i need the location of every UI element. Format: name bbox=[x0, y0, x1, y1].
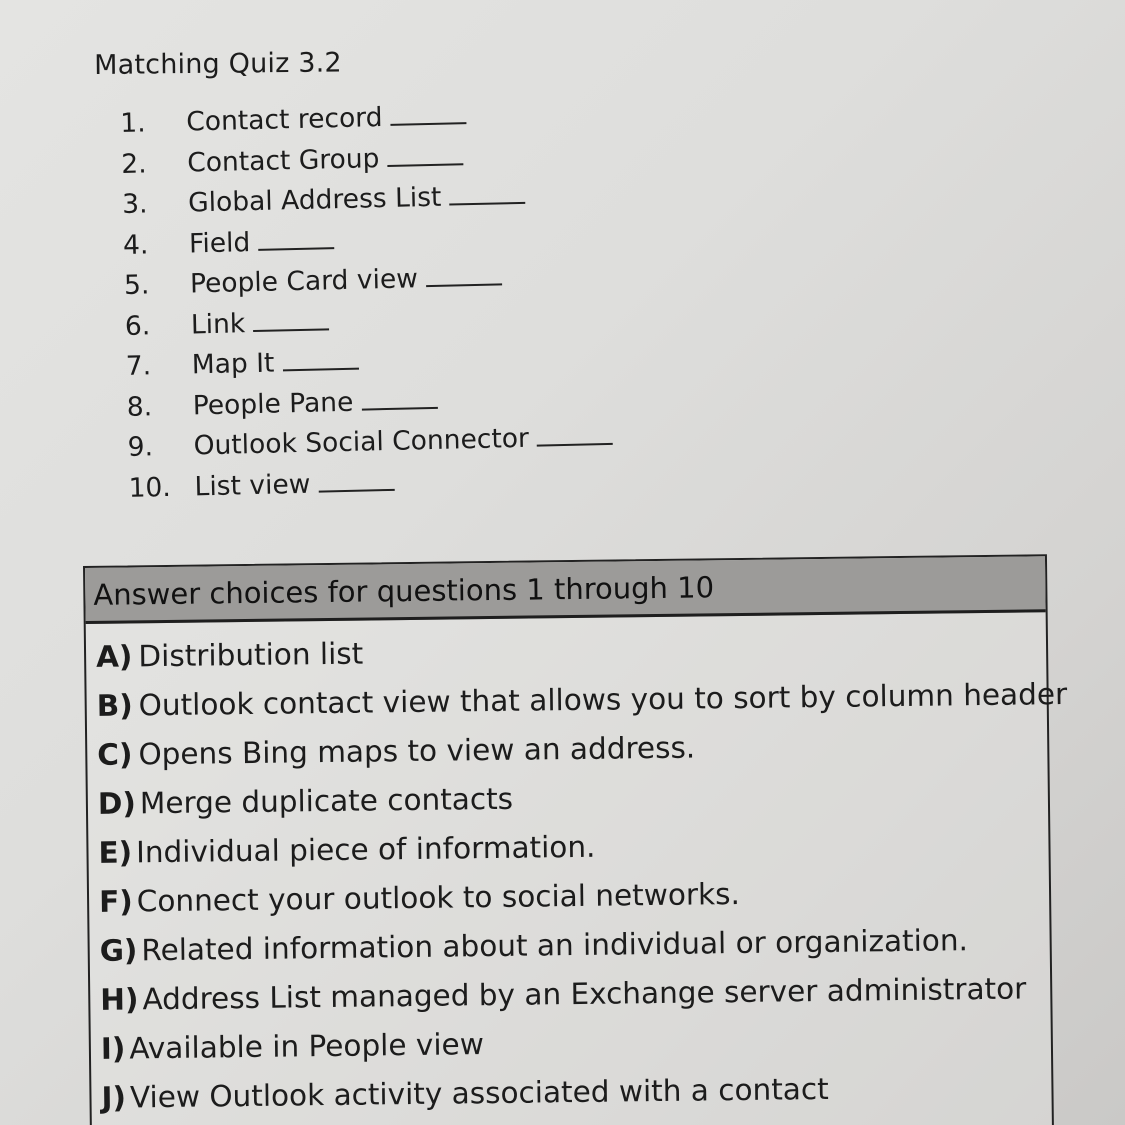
answer-letter: G) bbox=[99, 932, 138, 968]
question-number: 3. bbox=[121, 188, 148, 220]
question-number: 7. bbox=[125, 350, 152, 382]
answer-choices-table bbox=[83, 554, 1068, 1125]
question-number: 5. bbox=[123, 269, 150, 301]
question-term: Field bbox=[188, 226, 251, 259]
answer-choice bbox=[101, 1061, 1052, 1122]
question-term: List view bbox=[194, 468, 311, 502]
answer-blank bbox=[318, 487, 394, 492]
answer-text: Available in People view bbox=[129, 1026, 485, 1065]
question-number: 9. bbox=[127, 431, 154, 463]
question-number: 4. bbox=[122, 228, 149, 261]
question-term: Map It bbox=[191, 347, 275, 381]
answer-letter: J) bbox=[101, 1080, 127, 1115]
question-term: Link bbox=[190, 307, 246, 340]
answer-text: Outlook contact view that allows you to sort by column header bbox=[138, 676, 1068, 722]
answer-blank bbox=[391, 121, 467, 126]
answer-text: Merge duplicate contacts bbox=[139, 781, 514, 820]
quiz-title: Matching Quiz 3.2 bbox=[94, 47, 342, 81]
answer-text: Connect your outlook to social networks. bbox=[136, 876, 741, 918]
answer-text: Distribution list bbox=[138, 636, 364, 673]
answer-blank bbox=[537, 442, 613, 447]
answer-text: Individual piece of information. bbox=[135, 829, 596, 869]
answer-letter: B) bbox=[96, 687, 133, 723]
question-term: People Card view bbox=[189, 263, 419, 300]
answer-blank bbox=[426, 282, 502, 287]
question-term: Outlook Social Connector bbox=[193, 422, 530, 462]
answer-text: Related information about an individual or organization. bbox=[141, 922, 969, 967]
answer-choices-list bbox=[86, 612, 1068, 1122]
question-number: 1. bbox=[120, 107, 146, 139]
question-number: 10. bbox=[128, 471, 172, 504]
answer-text: Address List managed by an Exchange server administrator bbox=[142, 971, 1027, 1016]
question-number: 6. bbox=[124, 309, 151, 342]
answer-text: Opens Bing maps to view an address. bbox=[138, 730, 696, 771]
question-term: Contact record bbox=[185, 102, 383, 138]
question-term: Contact Group bbox=[186, 142, 380, 178]
answer-blank bbox=[449, 201, 525, 206]
answer-blank bbox=[253, 327, 329, 332]
answer-blank bbox=[361, 405, 437, 410]
answer-letter: A) bbox=[95, 638, 133, 674]
question-term: People Pane bbox=[192, 386, 354, 421]
question-number: 2. bbox=[120, 147, 147, 180]
answer-letter: H) bbox=[100, 981, 139, 1017]
answer-letter: D) bbox=[97, 785, 137, 821]
answer-letter: C) bbox=[97, 736, 133, 772]
answer-choices-header: Answer choices for questions 1 through 10 bbox=[85, 556, 1046, 624]
answer-letter: I) bbox=[100, 1031, 126, 1066]
answer-blank bbox=[283, 367, 359, 372]
answer-blank bbox=[388, 162, 464, 167]
answer-text: View Outlook activity associated with a contact bbox=[129, 1071, 829, 1114]
answer-blank bbox=[258, 246, 334, 251]
answer-letter: E) bbox=[98, 834, 133, 870]
question-number: 8. bbox=[126, 390, 153, 423]
question-list bbox=[120, 95, 689, 513]
answer-letter: F) bbox=[98, 883, 133, 919]
question-term: Global Address List bbox=[187, 181, 442, 219]
